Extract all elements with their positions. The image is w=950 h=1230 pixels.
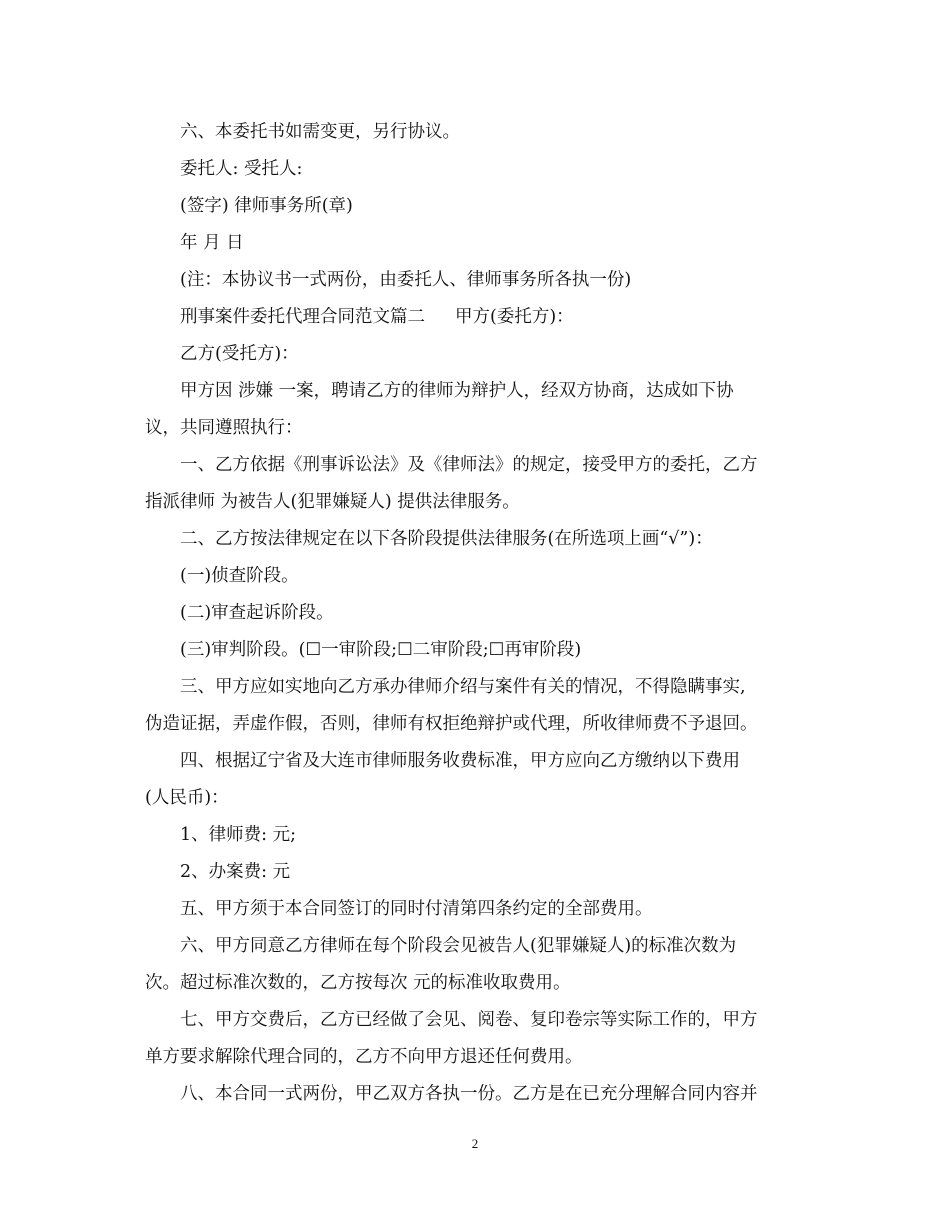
paragraph-line: (签字) 律师事务所(章) [180, 196, 353, 216]
paragraph-line: 四、根据辽宁省及大连市律师服务收费标准，甲方应向乙方缴纳以下费用 [180, 751, 740, 771]
section-title-line [145, 299, 805, 336]
paragraph-line: 指派律师 为被告人(犯罪嫌疑人) 提供法律服务。 [145, 492, 520, 512]
paragraph-line: 一、乙方依据《刑事诉讼法》及《律师法》的规定，接受甲方的委托，乙方 [180, 455, 758, 475]
section-title: 刑事案件委托代理合同范文篇二 [180, 307, 425, 327]
paragraph-line: 单方要求解除代理合同的，乙方不向甲方退还任何费用。 [145, 1047, 583, 1067]
paragraph-line: 议，共同遵照执行： [145, 418, 303, 438]
paragraph-line: (三)审判阶段。(☐一审阶段;☐二审阶段;☐再审阶段) [180, 640, 582, 660]
document-body [145, 114, 805, 1113]
paragraph-line: 二、乙方按法律规定在以下各阶段提供法律服务(在所选项上画“√”)： [180, 529, 713, 549]
paragraph-line: 2、办案费: 元 [180, 862, 291, 882]
paragraph-line: 八、本合同一式两份，甲乙双方各执一份。乙方是在已充分理解合同内容并 [180, 1084, 758, 1104]
paragraph-line: 七、甲方交费后，乙方已经做了会见、阅卷、复印卷宗等实际工作的，甲方 [180, 1010, 758, 1030]
paragraph-line: 1、律师费: 元; [180, 825, 296, 845]
paragraph-line: 五、甲方须于本合同签订的同时付清第四条约定的全部费用。 [180, 899, 653, 919]
paragraph-line: 次。超过标准次数的，乙方按每次 元的标准收取费用。 [145, 973, 571, 993]
page-number: 2 [471, 1136, 479, 1151]
paragraph-line: 甲方因 涉嫌 一案，聘请乙方的律师为辩护人，经双方协商，达成如下协 [180, 381, 734, 401]
paragraph-line: 伪造证据，弄虚作假，否则，律师有权拒绝辩护或代理，所收律师费不予退回。 [145, 714, 758, 734]
paragraph-line: 委托人: 受托人: [180, 159, 303, 179]
paragraph-line: (人民币)： [145, 788, 229, 808]
paragraph-line: 年 月 日 [180, 233, 244, 253]
paragraph-line: (注：本协议书一式两份，由委托人、律师事务所各执一份) [180, 270, 632, 290]
paragraph-line: 六、甲方同意乙方律师在每个阶段会见被告人(犯罪嫌疑人)的标准次数为 [180, 936, 737, 956]
paragraph-line: 六、本委托书如需变更，另行协议。 [180, 122, 460, 142]
paragraph-line: (二)审查起诉阶段。 [180, 603, 334, 623]
paragraph-line: (一)侦查阶段。 [180, 566, 299, 586]
paragraph-line: 三、甲方应如实地向乙方承办律师介绍与案件有关的情况，不得隐瞒事实, [180, 677, 746, 697]
paragraph-line: 乙方(受托方)： [180, 344, 299, 364]
party-a-label: 甲方(委托方)： [455, 307, 574, 327]
